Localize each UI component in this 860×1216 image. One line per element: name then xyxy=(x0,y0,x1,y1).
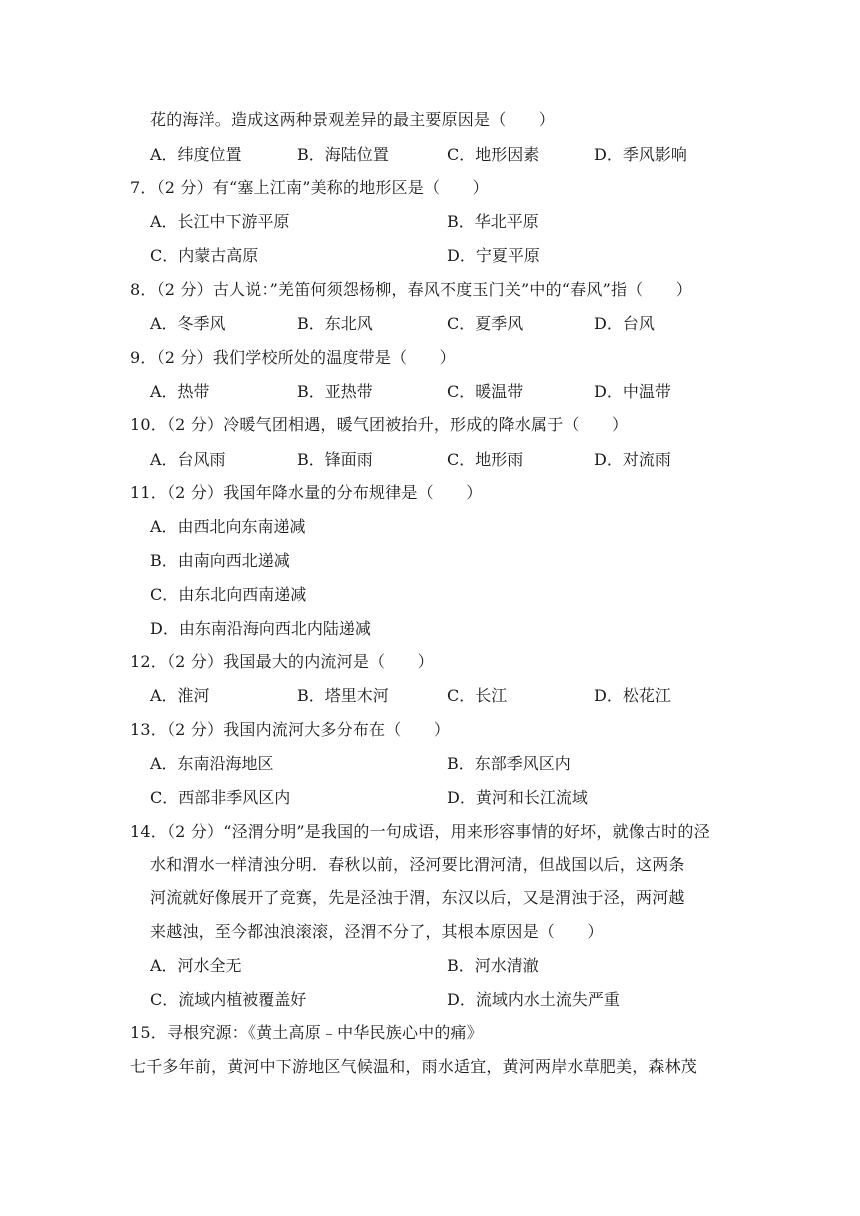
q11-option-b: B．由南向西北递减 xyxy=(150,551,290,570)
question-15-stem: 15．寻根究源：《黄土高原﹣中华民族心中的痛》 xyxy=(130,1023,483,1042)
question-14-stem-line-4: 来越浊，至今都浊浪滚滚，泾渭不分了，其根本原因是（ ） xyxy=(150,922,604,941)
question-13-stem: 13．（2 分）我国内流河大多分布在（ ） xyxy=(130,720,451,739)
question-7-stem: 7．（2 分）有“塞上江南”美称的地形区是（ ） xyxy=(130,178,489,197)
question-14-stem-line-3: 河流就好像展开了竞赛，先是泾浊于渭，东汉以后，又是渭浊于泾，两河越 xyxy=(150,888,685,907)
q12-option-b: B．塔里木河 xyxy=(297,686,389,705)
q11-option-c: C．由东北向西南递减 xyxy=(150,585,307,604)
q11-option-a: A．由西北向东南递减 xyxy=(150,517,306,536)
q8-option-c: C．夏季风 xyxy=(447,314,524,333)
q9-option-d: D．中温带 xyxy=(594,382,671,401)
q6-option-c: C．地形因素 xyxy=(447,145,540,164)
q14-option-d: D．流域内水土流失严重 xyxy=(447,990,620,1009)
q14-option-c: C．流域内植被覆盖好 xyxy=(150,990,307,1009)
q8-option-d: D．台风 xyxy=(594,314,655,333)
q6-option-a: A．纬度位置 xyxy=(150,145,242,164)
q12-option-c: C．长江 xyxy=(447,686,508,705)
q12-option-a: A．淮河 xyxy=(150,686,210,705)
q6-option-d: D．季风影响 xyxy=(594,145,687,164)
question-12-stem: 12．（2 分）我国最大的内流河是（ ） xyxy=(130,652,434,671)
q9-option-a: A．热带 xyxy=(150,382,210,401)
q7-option-a: A．长江中下游平原 xyxy=(150,212,290,231)
q7-option-d: D．宁夏平原 xyxy=(447,246,540,265)
q9-option-c: C．暖温带 xyxy=(447,382,524,401)
q10-option-d: D．对流雨 xyxy=(594,450,671,469)
q13-option-c: C．西部非季风区内 xyxy=(150,788,291,807)
question-14-stem-line-2: 水和渭水一样清浊分明．春秋以前，泾河要比渭河清，但战国以后，这两条 xyxy=(150,855,685,874)
question-10-stem: 10．（2 分）冷暖气团相遇，暖气团被抬升，形成的降水属于（ ） xyxy=(130,415,629,434)
question-9-stem: 9．（2 分）我们学校所处的温度带是（ ） xyxy=(130,348,456,367)
q13-option-b: B．东部季风区内 xyxy=(447,754,571,773)
q12-option-d: D．松花江 xyxy=(594,686,671,705)
q11-option-d: D．由东南沿海向西北内陆递减 xyxy=(150,619,371,638)
q7-option-b: B．华北平原 xyxy=(447,212,539,231)
q10-option-a: A．台风雨 xyxy=(150,450,226,469)
q14-option-a: A．河水全无 xyxy=(150,956,242,975)
q10-option-b: B．锋面雨 xyxy=(297,450,373,469)
q13-option-d: D．黄河和长江流域 xyxy=(447,788,588,807)
question-14-stem-line-1: 14．（2 分）“泾渭分明”是我国的一句成语，用来形容事情的好坏，就像古时的泾 xyxy=(130,822,710,841)
question-8-stem: 8．（2 分）古人说：”羌笛何须怨杨柳，春风不度玉门关”中的“春风”指（ ） xyxy=(130,280,692,299)
question-15-passage-line-1: 七千多年前，黄河中下游地区气候温和，雨水适宜，黄河两岸水草肥美，森林茂 xyxy=(130,1057,698,1076)
q8-option-b: B．东北风 xyxy=(297,314,373,333)
question-11-stem: 11．（2 分）我国年降水量的分布规律是（ ） xyxy=(130,483,483,502)
q10-option-c: C．地形雨 xyxy=(447,450,524,469)
q13-option-a: A．东南沿海地区 xyxy=(150,754,274,773)
q14-option-b: B．河水清澈 xyxy=(447,956,539,975)
q9-option-b: B．亚热带 xyxy=(297,382,373,401)
q6-option-b: B．海陆位置 xyxy=(297,145,389,164)
q7-option-c: C．内蒙古高原 xyxy=(150,246,259,265)
q8-option-a: A．冬季风 xyxy=(150,314,226,333)
question-6-stem-continuation: 花的海洋。造成这两种景观差异的最主要原因是（ ） xyxy=(150,110,556,129)
